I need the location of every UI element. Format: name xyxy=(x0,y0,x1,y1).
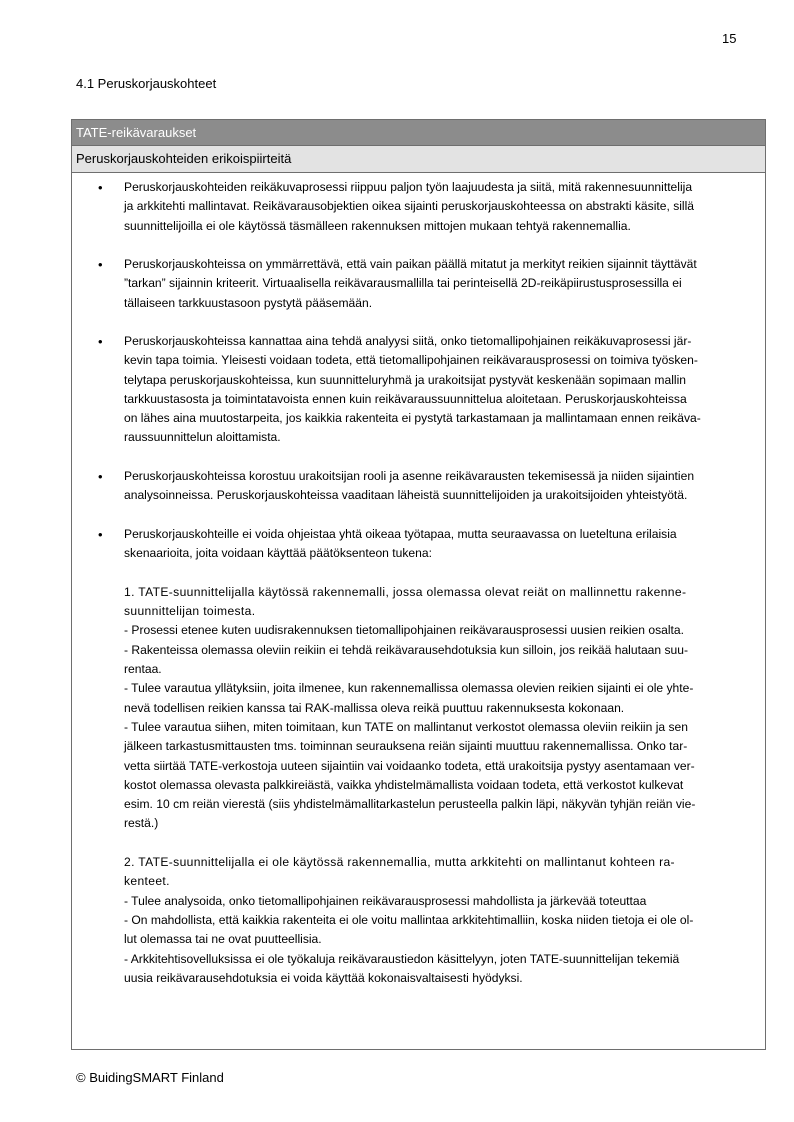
scenario-line: kostot olemassa olevasta palkkireiästä, vaikka yhdistelmämallista voidaan todeta, että verkostot kulkevat xyxy=(124,777,684,792)
paragraph-line: on lähes aina muutostarpeita, jos kaikkia rakenteita ei pystytä tarkastamaan ja mallintamaan ennen reikäva- xyxy=(124,411,701,426)
bullet-item xyxy=(98,467,764,506)
scenario-line: - Tulee analysoida, onko tietomallipohjainen reikävarausprosessi mahdollista ja järkevää toteuttaa xyxy=(124,893,647,908)
paragraph xyxy=(124,467,764,506)
paragraph-line: Peruskorjauskohteissa kannattaa aina tehdä analyysi siitä, onko tietomallipohjainen reikäkuvaprosessi jär- xyxy=(124,334,692,348)
bullet-icon: • xyxy=(98,257,103,272)
scenario-title-line: kenteet. xyxy=(124,874,170,889)
scenario-line: - On mahdollista, että kaikkia rakenteita ei ole voitu mallintaa arkkitehtimalliin, koska niiden tietoja ei ole ol- xyxy=(124,912,694,927)
spacer xyxy=(124,564,764,583)
box-title: TATE-reikävaraukset xyxy=(72,120,765,146)
scenario-title-line: 2. TATE-suunnittelijalla ei ole käytössä rakennemallia, mutta arkkitehti on mallintanut kohteen ra- xyxy=(124,855,675,870)
spacer xyxy=(124,834,764,853)
paragraph-line: skenaarioita, joita voidaan käyttää päätöksenteon tukena: xyxy=(124,546,432,561)
scenario-line: lut olemassa tai ne ovat puutteellisia. xyxy=(124,932,322,947)
paragraph xyxy=(124,332,764,448)
bullet-icon: • xyxy=(98,527,103,542)
box-subtitle: Peruskorjauskohteiden erikoispiirteitä xyxy=(72,146,765,173)
scenario-line: - Rakenteissa olemassa oleviin reikiin ei tehdä reikävarausehdotuksia kun silloin, jos reikää halutaan suu- xyxy=(124,642,689,657)
paragraph-line: telytapa peruskorjauskohteissa, kun suunnitteluryhmä ja urakoitsijat pystyvät keskenään sopimaan mallin xyxy=(124,372,686,387)
bullet-item xyxy=(98,255,764,313)
scenario-line: uusia reikävarausehdotuksia ei voida käyttää kokonaisvaltaisesti hyödyksi. xyxy=(124,970,523,985)
bullet-icon: • xyxy=(98,180,103,195)
scenario-title-line: 1. TATE-suunnittelijalla käytössä rakennemalli, jossa olemassa olevat reiät on mallinnettu rakenne- xyxy=(124,584,687,599)
paragraph-line: analysoinneissa. Peruskorjauskohteissa vaaditaan läheistä suunnittelijoiden ja urakoitsijoiden yhteistyötä. xyxy=(124,488,688,503)
footer-copyright: © BuidingSMART Finland xyxy=(76,1070,224,1085)
paragraph-line: raussuunnittelun aloittamista. xyxy=(124,430,281,445)
paragraph-line: ja arkkitehti mallintavat. Reikävarausobjektien oikea sijainti peruskorjauskohteessa on abstrakti käsite, sillä xyxy=(124,199,695,214)
paragraph-line: tarkkuustasosta ja toimintatavoista ennen kuin reikävaraussuunnittelua aloitetaan. Peruskorjauskohteissa xyxy=(124,391,687,406)
scenario-line: - Tulee varautua yllätyksiin, joita ilmenee, kun rakennemallissa olemassa olevien reikien sijainti ei ole yhte- xyxy=(124,681,694,696)
bullet-item xyxy=(98,178,764,236)
scenario-line: vetta siirtää TATE-verkostoja uuteen sijaintiin vai voidaanko todeta, että urakoitsija pystyy asentamaan ver- xyxy=(124,758,695,773)
paragraph xyxy=(124,255,764,313)
paragraph-line: kevin tapa toimia. Yleisesti voidaan todeta, että tietomallipohjainen reikävarausprosessi on toimiva työsken- xyxy=(124,353,698,368)
paragraph-line: ”tarkan” sijainnin kriteerit. Virtuaalisella reikävarausmallilla tai perinteisellä 2D-reikäpiirustusprosessilla ei xyxy=(124,276,682,291)
paragraph-line: Peruskorjauskohteissa on ymmärrettävä, että vain paikan päällä mitatut ja merkityt reikien sijainnit täyttävät xyxy=(124,257,697,271)
bullet-icon: • xyxy=(98,334,103,349)
scenario-line: jälkeen tarkastusmittausten tms. toiminnan seurauksena reiän sijainti muuttuu rakennemallissa. Onko tar- xyxy=(124,739,688,754)
paragraph-line: Peruskorjauskohteille ei voida ohjeistaa yhtä oikeaa työtapaa, mutta seuraavassa on lueteltuna erilaisia xyxy=(124,527,677,541)
bullet-item xyxy=(98,332,764,448)
scenario-line: nevä todellisen reikien kanssa tai RAK-mallissa oleva reikä puuttuu rakennuksesta kokonaan. xyxy=(124,700,625,715)
section-heading: 4.1 Peruskorjauskohteet xyxy=(76,76,217,91)
info-box xyxy=(71,119,766,1050)
bullet-icon: • xyxy=(98,469,103,484)
paragraph xyxy=(124,178,764,236)
scenario-line: esim. 10 cm reiän vierestä (siis yhdistelmämallitarkastelun perusteella palkin läpi, näkyvän tyhjän reiän vie- xyxy=(124,797,696,812)
paragraph-line: suunnittelijoilla ei ole käytössä täsmälleen rakennuksen mittojen mukaan tehtyä rakennemallia. xyxy=(124,218,631,233)
scenario-title-line: suunnittelijan toimesta. xyxy=(124,604,256,619)
scenario-line: - Tulee varautua siihen, miten toimitaan, kun TATE on mallintanut verkostot olemassa oleviin reikiin ja sen xyxy=(124,719,688,734)
scenario-line: rentaa. xyxy=(124,662,162,677)
paragraph xyxy=(124,525,764,988)
scenario-line: restä.) xyxy=(124,816,159,831)
scenario-line: - Prosessi etenee kuten uudisrakennuksen tietomallipohjainen reikävarausprosessi uusien reikien osalta. xyxy=(124,623,684,638)
bullet-item xyxy=(98,525,764,988)
paragraph-line: Peruskorjauskohteissa korostuu urakoitsijan rooli ja asenne reikävarausten tekemisessä ja niiden sijaintien xyxy=(124,469,695,483)
paragraph-line: Peruskorjauskohteiden reikäkuvaprosessi riippuu paljon työn laajuudesta ja siitä, mitä rakennesuunnittelija xyxy=(124,180,693,194)
page-number: 15 xyxy=(722,31,737,46)
scenario-line: - Arkkitehtisovelluksissa ei ole työkaluja reikävaraustiedon käsittelyyn, joten TATE-suunnittelijan tekemiä xyxy=(124,951,680,966)
paragraph-line: tällaiseen tarkkuustasoon pystytä pääsemään. xyxy=(124,295,373,310)
